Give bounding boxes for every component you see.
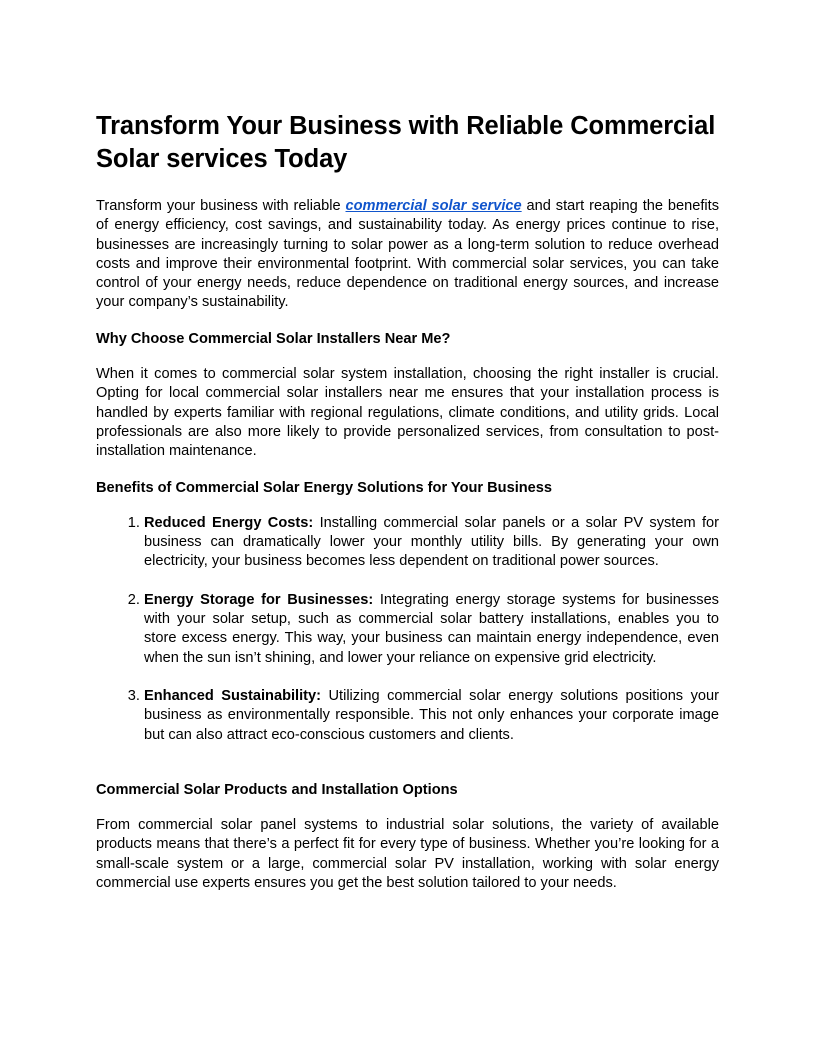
list-item-text: Installing commercial solar panels or a solar PV system for business can dramatically lower your monthly utility bills. By generating your own electricity, your business becomes less dependent on traditional power sources. <box>144 514 719 570</box>
list-item-text: Utilizing commercial solar energy solutions positions your business as environmentally responsible. This not only enhances your corporate image but can also attract eco-conscious customers and clients. <box>144 687 719 743</box>
list-item-text: Integrating energy storage systems for businesses with your solar setup, such as commercial solar battery installations, enables you to store excess energy. This way, your business can maintain energy independence, even when the sun isn’t shining, and lower your reliance on expensive grid electricity. <box>144 591 719 666</box>
intro-paragraph <box>96 197 719 313</box>
section-heading-benefits: Benefits of Commercial Solar Energy Solutions for Your Business <box>96 479 553 496</box>
list-item-label: Enhanced Sustainability: <box>144 687 321 704</box>
installers-paragraph: When it comes to commercial solar system installation, choosing the right installer is crucial. Opting for local commercial solar installers near me ensures that your installation process is handled by experts familiar with regional regulations, climate conditions, and utility grids. Local professionals are also more likely to provide personalized services, from consultation to post-installation maintenance. <box>96 366 719 460</box>
list-item <box>144 591 719 668</box>
commercial-solar-service-link[interactable]: commercial solar service <box>345 198 522 214</box>
products-paragraph: From commercial solar panel systems to industrial solar solutions, the variety of available products means that there’s a perfect fit for every type of business. Whether you’re looking for a small-scale system or a large, commercial solar PV installation, working with solar energy commercial use experts ensures you get the best solution tailored to your needs. <box>96 817 719 892</box>
intro-text-before: Transform your business with reliable <box>96 198 346 214</box>
page-title: Transform Your Business with Reliable Commercial Solar services Today <box>96 112 716 173</box>
document-page <box>96 110 719 910</box>
intro-text-after: and start reaping the benefits of energy efficiency, cost savings, and sustainability today. As energy prices continue to rise, businesses are increasingly turning to solar power as a long-term solution to reduce overhead costs and improve their environmental footprint. With commercial solar services, you can take control of your energy needs, reduce dependence on traditional energy sources, and increase your company’s sustainability. <box>96 198 720 311</box>
list-item <box>144 687 719 745</box>
benefits-list-block <box>96 514 719 745</box>
list-item-label: Reduced Energy Costs: <box>144 514 314 531</box>
list-item-label: Energy Storage for Businesses: <box>144 591 374 608</box>
section-heading-products: Commercial Solar Products and Installation Options <box>96 781 458 798</box>
list-item <box>144 514 719 572</box>
section-heading-installers: Why Choose Commercial Solar Installers Near Me? <box>96 330 451 347</box>
benefits-list <box>96 514 719 745</box>
